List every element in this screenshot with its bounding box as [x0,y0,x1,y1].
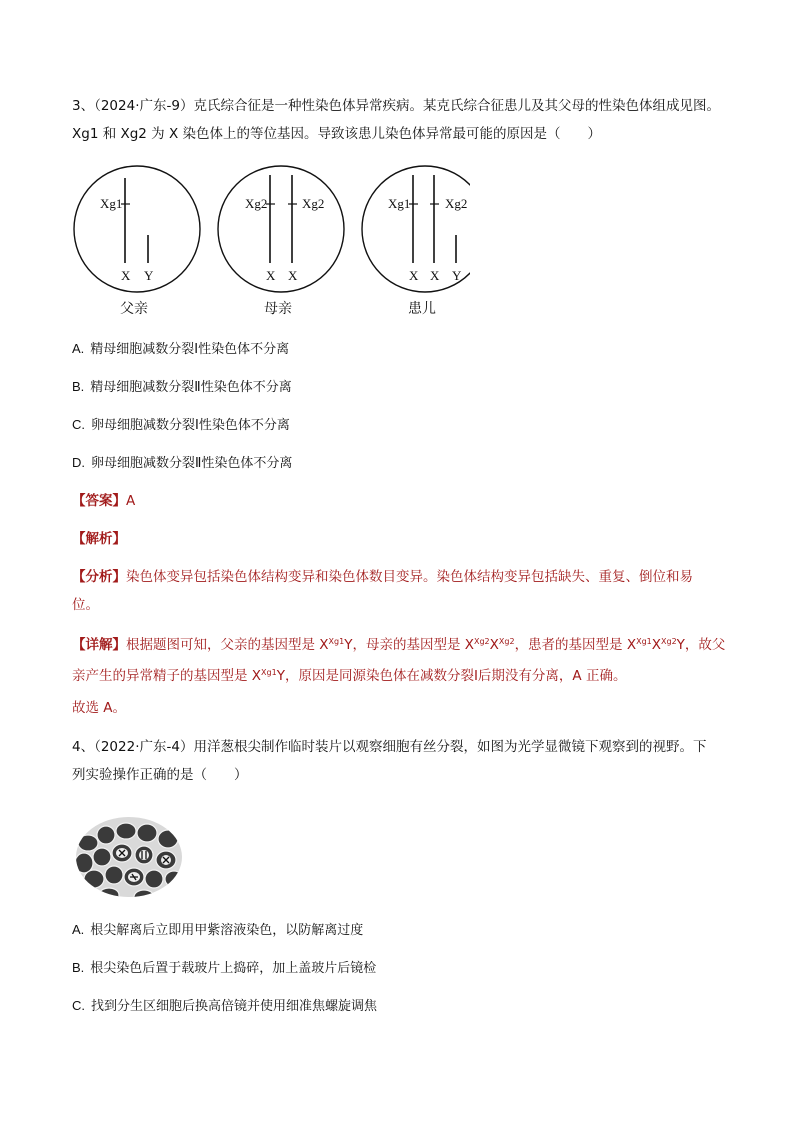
q3-option-a-letter: A. [72,341,85,356]
fenxi-tag: 【分析】 [72,569,126,585]
q4-number: 4、 [72,739,95,755]
cell-father [74,166,200,317]
q4-option-c-text: 找到分生区细胞后换高倍镜并使用细准焦螺旋调焦 [91,999,378,1014]
patient-gene-label-2: Xg2 [445,196,468,211]
mother-x-label-2: X [288,268,298,283]
mother-gene-label-1: Xg2 [245,196,268,211]
q3-option-a-text: 精母细胞减数分裂Ⅰ性染色体不分离 [90,342,290,357]
cell-mother-circle [218,166,344,292]
genotype-sup: Xg1 [328,637,345,646]
q4-option-b-letter: B. [72,960,85,975]
genotype-sup: Xg2 [661,637,677,646]
father-x-label: X [121,268,131,283]
xiangjie-text: Y，母亲的基因型是 X [344,637,474,653]
fenxi-line2: 位。 [72,597,99,613]
analysis-tag: 【解析】 [72,531,126,547]
genotype-sup: Xg2 [474,637,490,646]
q4-stem-line1 [72,733,732,761]
genotype-sup: Xg1 [636,637,652,646]
q3-option-c [72,415,290,436]
q3-option-c-text: 卵母细胞减数分裂Ⅰ性染色体不分离 [91,418,290,433]
q4-stem [72,733,732,789]
mother-caption: 母亲 [264,301,292,317]
q3-stem-text1: 克氏综合征是一种性染色体异常疾病。某克氏综合征患儿及其父母的性染色体组成见图。 [193,98,720,114]
q3-option-d-letter: D. [72,455,85,470]
microscope-view-image [74,813,184,898]
q3-option-b [72,377,292,398]
chromosome-diagram [70,163,470,323]
q3-option-d [72,453,292,474]
cell-father-circle [74,166,200,292]
cell-patient [362,166,470,317]
q3-stem-line1 [72,92,732,120]
xiangjie-text: Y，原因是同源染色体在减数分裂Ⅰ后期没有分离，A 正确。 [276,668,627,684]
answer-value: A [126,493,136,509]
q4-stem-text1: 用洋葱根尖制作临时装片以观察细胞有丝分裂，如图为光学显微镜下观察到的视野。下 [193,739,707,755]
q3-stem [72,92,732,148]
q3-number: 3、 [72,98,95,114]
q4-option-a [72,920,363,941]
mother-gene-label-2: Xg2 [302,196,325,211]
patient-x-label-2: X [430,268,440,283]
q4-stem-line2: 列实验操作正确的是（ ） [72,767,248,783]
q3-option-a [72,339,289,360]
q3-analysis-heading [72,529,126,549]
q3-stem-line2: Xg1 和 Xg2 为 X 染色体上的等位基因。导致该患儿染色体异常最可能的原因是（ ） [72,126,602,142]
q3-fenxi [72,563,727,619]
father-gene-label: Xg1 [100,196,123,211]
q3-option-c-letter: C. [72,417,85,432]
patient-x-label-1: X [409,268,419,283]
xiangjie-text: 亲产生的异常精子的基因型是 X [72,668,262,684]
genotype-sup: Xg2 [498,637,515,646]
father-caption: 父亲 [120,301,148,317]
q4-option-c-letter: C. [72,998,85,1013]
q4-option-a-text: 根尖解离后立即用甲紫溶液染色，以防解离过度 [90,923,364,938]
q3-answer [72,491,135,511]
q3-xiangjie [72,628,727,690]
xiangjie-line2 [72,659,727,690]
xiangjie-text: X [489,637,499,653]
fenxi-line1 [72,563,727,591]
cell-mother [218,166,344,317]
xiangjie-text: Y，故父 [676,637,726,653]
xiangjie-line1 [72,628,727,659]
patient-y-label: Y [452,268,462,283]
father-y-label: Y [144,268,154,283]
xiangjie-text: X [651,637,662,653]
q3-conclusion: 故选 A。 [72,700,127,716]
q4-option-b-text: 根尖染色后置于载玻片上捣碎，加上盖玻片后镜检 [90,961,377,976]
q3-option-b-letter: B. [72,379,85,394]
q4-source: （2022·广东-4） [94,739,194,755]
patient-caption: 患儿 [408,301,436,317]
answer-tag: 【答案】 [72,493,126,509]
q4-option-c [72,996,377,1017]
q4-option-b [72,958,376,979]
q3-option-b-text: 精母细胞减数分裂Ⅱ性染色体不分离 [90,380,292,395]
q3-option-d-text: 卵母细胞减数分裂Ⅱ性染色体不分离 [91,456,293,471]
genotype-sup: Xg1 [261,668,277,677]
q3-source: （2024·广东-9） [94,98,194,114]
xiangjie-text: 根据题图可知，父亲的基因型是 X [126,637,329,653]
patient-gene-label-1: Xg1 [388,196,411,211]
q4-option-a-letter: A. [72,922,85,937]
xiangjie-tag: 【详解】 [72,637,126,653]
fenxi-text1: 染色体变异包括染色体结构变异和染色体数目变异。染色体结构变异包括缺失、重复、倒位和易 [126,569,693,585]
xiangjie-text: ，患者的基因型是 X [514,637,637,653]
mother-x-label-1: X [266,268,276,283]
